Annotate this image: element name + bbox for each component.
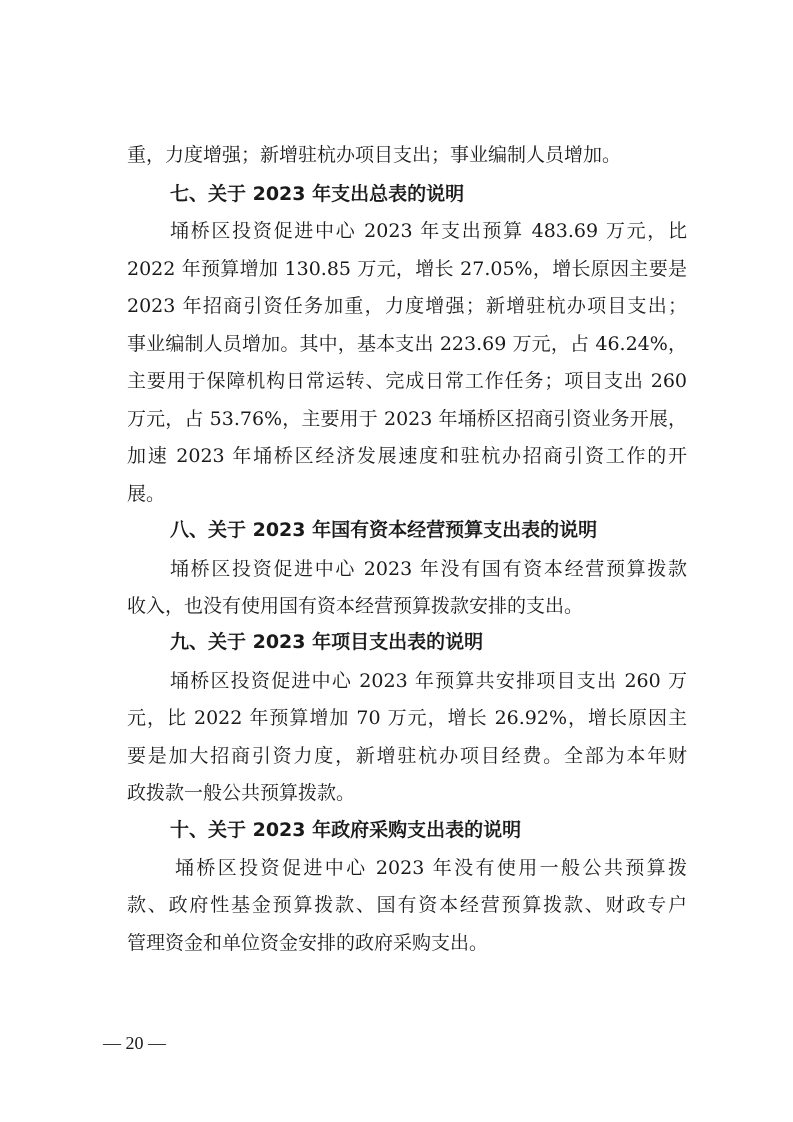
paragraph-line: 万元，占 53.76%，主要用于 2023 年埇桥区招商引资业务开展，	[127, 408, 687, 430]
paragraph-line: 政拨款一般公共预算拨款。	[127, 782, 356, 804]
paragraph-line: 2022 年预算增加 130.85 万元，增长 27.05%，增长原因主要是	[127, 258, 687, 280]
paragraph-line: 埇桥区投资促进中心 2023 年没有国有资本经营预算拨款	[170, 558, 687, 580]
paragraph-line: 款、政府性基金预算拨款、国有资本经营预算拨款、财政专户	[127, 894, 687, 916]
section-heading-8: 八、关于 2023 年国有资本经营预算支出表的说明	[170, 519, 598, 541]
paragraph-line: 埇桥区投资促进中心 2023 年预算共安排项目支出 260 万	[170, 670, 687, 692]
paragraph-line: 要是加大招商引资力度，新增驻杭办项目经费。全部为本年财	[127, 745, 687, 767]
section-heading-9: 九、关于 2023 年项目支出表的说明	[170, 631, 484, 653]
page-number: — 20 —	[103, 1033, 166, 1053]
paragraph-line: 事业编制人员增加。其中，基本支出 223.69 万元，占 46.24%，	[127, 333, 687, 355]
paragraph-line: 埇桥区投资促进中心 2023 年支出预算 483.69 万元，比	[170, 220, 687, 242]
section-heading-7: 七、关于 2023 年支出总表的说明	[170, 183, 465, 205]
paragraph-line: 2023 年招商引资任务加重，力度增强；新增驻杭办项目支出；	[127, 295, 687, 317]
paragraph-line: 埇桥区投资促进中心 2023 年没有使用一般公共预算拨	[175, 857, 687, 879]
paragraph-continuation: 重，力度增强；新增驻杭办项目支出；事业编制人员增加。	[127, 144, 622, 166]
paragraph-line: 主要用于保障机构日常运转、完成日常工作任务；项目支出 260	[127, 370, 687, 392]
paragraph-line: 收入，也没有使用国有资本经营预算拨款安排的支出。	[127, 595, 584, 617]
paragraph-line: 加速 2023 年埇桥区经济发展速度和驻杭办招商引资工作的开	[127, 445, 687, 467]
paragraph-line: 展。	[127, 483, 166, 505]
paragraph-line: 管理资金和单位资金安排的政府采购支出。	[127, 932, 489, 954]
section-heading-10: 十、关于 2023 年政府采购支出表的说明	[170, 819, 522, 841]
paragraph-line: 元，比 2022 年预算增加 70 万元，增长 26.92%，增长原因主	[127, 707, 687, 729]
